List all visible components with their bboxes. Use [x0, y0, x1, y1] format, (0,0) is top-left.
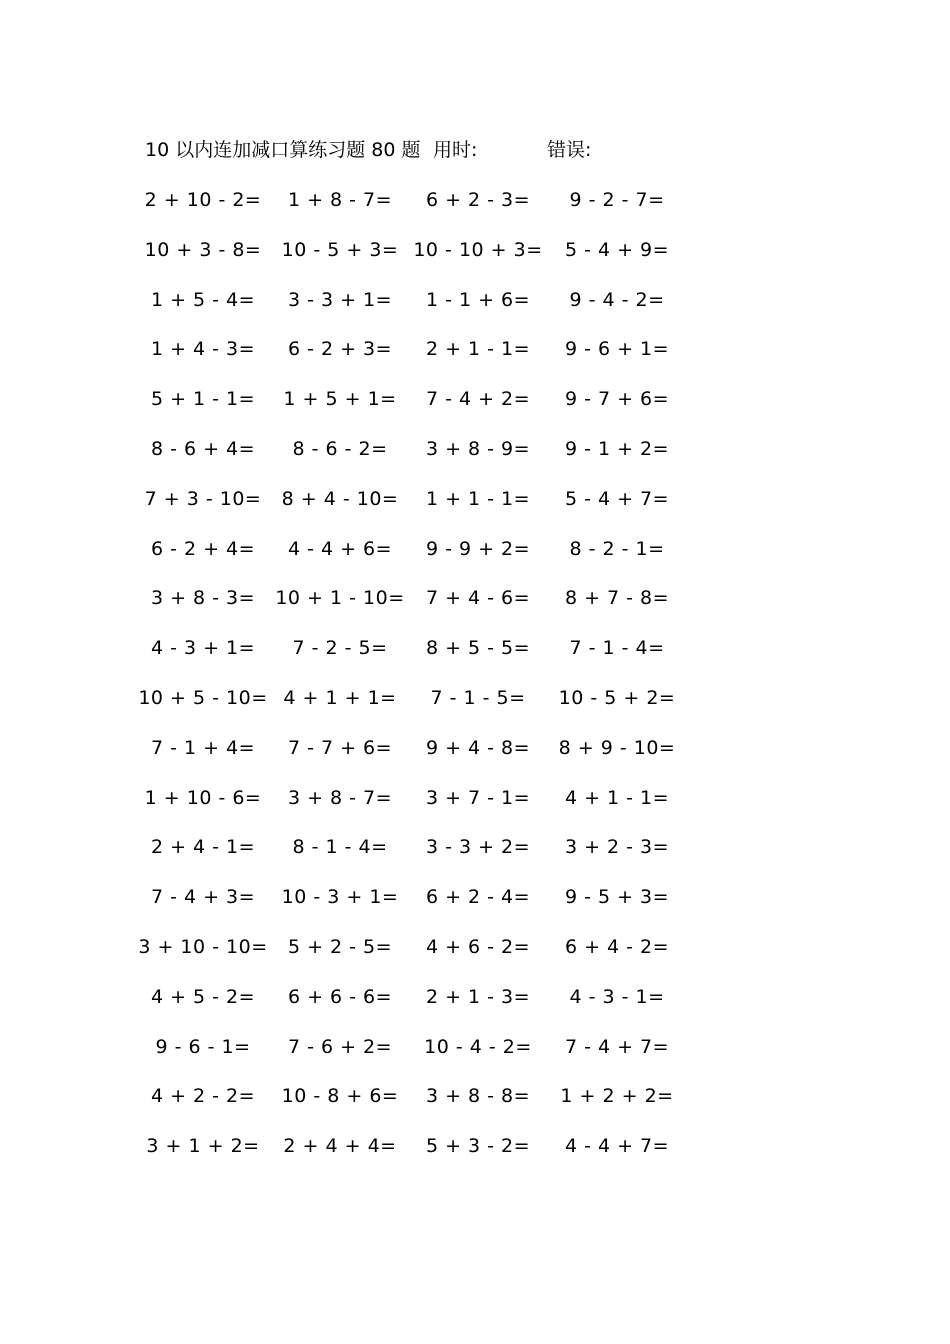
- error-label: 错误:: [547, 139, 592, 161]
- problem-row: [0, 384, 950, 414]
- math-problem: 6 + 2 - 4=: [425, 886, 531, 908]
- math-problem: 3 + 10 - 10=: [138, 936, 268, 958]
- math-problem: 10 + 1 - 10=: [275, 587, 405, 609]
- math-problem: 8 - 6 - 2=: [292, 438, 388, 460]
- math-problem: 7 - 4 + 7=: [564, 1036, 670, 1058]
- math-problem: 4 - 3 + 1=: [150, 637, 256, 659]
- math-problem: 5 - 4 + 9=: [564, 239, 670, 261]
- math-problem: 1 + 1 - 1=: [425, 488, 531, 510]
- worksheet-title: 10 以内连加减口算练习题 80 题: [145, 139, 421, 161]
- math-problem: 10 - 3 + 1=: [281, 886, 399, 908]
- math-problem: 9 - 5 + 3=: [564, 886, 670, 908]
- math-problem: 4 + 6 - 2=: [425, 936, 531, 958]
- math-problem: 7 - 4 + 3=: [150, 886, 256, 908]
- math-problem: 4 + 5 - 2=: [150, 986, 256, 1008]
- math-problem: 4 - 4 + 7=: [564, 1135, 670, 1157]
- math-problem: 7 - 1 - 5=: [430, 687, 526, 709]
- math-problem: 8 + 4 - 10=: [281, 488, 399, 510]
- problem-row: [0, 1032, 950, 1062]
- problem-row: [0, 185, 950, 215]
- math-problem: 5 + 3 - 2=: [425, 1135, 531, 1157]
- math-problem: 7 - 4 + 2=: [425, 388, 531, 410]
- math-problem: 2 + 4 + 4=: [283, 1135, 397, 1157]
- math-problem: 8 - 6 + 4=: [150, 438, 256, 460]
- math-problem: 7 + 3 - 10=: [144, 488, 262, 510]
- math-problem: 3 + 8 - 3=: [150, 587, 256, 609]
- math-problem: 9 - 2 - 7=: [569, 189, 665, 211]
- math-problem: 3 + 8 - 8=: [425, 1085, 531, 1107]
- math-problem: 3 - 3 + 2=: [425, 836, 531, 858]
- math-problem: 9 - 6 - 1=: [155, 1036, 251, 1058]
- math-problem: 10 + 3 - 8=: [144, 239, 262, 261]
- math-problem: 10 - 8 + 6=: [281, 1085, 399, 1107]
- math-problem: 2 + 1 - 1=: [425, 338, 531, 360]
- math-problem: 7 - 1 + 4=: [150, 737, 256, 759]
- problem-row: [0, 783, 950, 813]
- time-label: 用时:: [433, 139, 478, 161]
- problem-row: [0, 882, 950, 912]
- problem-row: [0, 683, 950, 713]
- math-problem: 6 - 2 + 4=: [150, 538, 256, 560]
- math-problem: 5 - 4 + 7=: [564, 488, 670, 510]
- math-problem: 4 - 3 - 1=: [569, 986, 665, 1008]
- math-problem: 1 + 5 + 1=: [283, 388, 397, 410]
- math-problem: 8 + 9 - 10=: [558, 737, 676, 759]
- problem-row: [0, 235, 950, 265]
- math-problem: 1 + 5 - 4=: [150, 289, 256, 311]
- math-problem: 2 + 4 - 1=: [150, 836, 256, 858]
- problem-row: [0, 932, 950, 962]
- math-problem: 7 - 6 + 2=: [287, 1036, 393, 1058]
- math-problem: 10 - 10 + 3=: [413, 239, 543, 261]
- problem-row: [0, 583, 950, 613]
- math-problem: 6 - 2 + 3=: [287, 338, 393, 360]
- math-problem: 3 - 3 + 1=: [287, 289, 393, 311]
- math-problem: 8 + 7 - 8=: [564, 587, 670, 609]
- math-problem: 3 + 1 + 2=: [146, 1135, 260, 1157]
- math-problem: 6 + 2 - 3=: [425, 189, 531, 211]
- math-problem: 8 + 5 - 5=: [425, 637, 531, 659]
- math-problem: 3 + 7 - 1=: [425, 787, 531, 809]
- math-problem: 7 - 2 - 5=: [292, 637, 388, 659]
- math-problem: 4 + 1 - 1=: [564, 787, 670, 809]
- math-problem: 9 - 9 + 2=: [425, 538, 531, 560]
- math-problem: 10 - 5 + 2=: [558, 687, 676, 709]
- math-problem: 7 - 7 + 6=: [287, 737, 393, 759]
- problem-row: [0, 334, 950, 364]
- problem-row: [0, 982, 950, 1012]
- math-problem: 4 - 4 + 6=: [287, 538, 393, 560]
- math-problem: 4 + 1 + 1=: [283, 687, 397, 709]
- worksheet-header: [0, 137, 950, 163]
- math-problem: 8 - 2 - 1=: [569, 538, 665, 560]
- math-problem: 6 + 6 - 6=: [287, 986, 393, 1008]
- math-problem: 7 + 4 - 6=: [425, 587, 531, 609]
- math-problem: 1 + 10 - 6=: [144, 787, 262, 809]
- math-problem: 3 + 8 - 7=: [287, 787, 393, 809]
- math-problem: 5 + 2 - 5=: [287, 936, 393, 958]
- math-problem: 2 + 10 - 2=: [144, 189, 262, 211]
- math-problem: 8 - 1 - 4=: [292, 836, 388, 858]
- math-problem: 3 + 2 - 3=: [564, 836, 670, 858]
- math-problem: 9 - 7 + 6=: [564, 388, 670, 410]
- math-problem: 7 - 1 - 4=: [569, 637, 665, 659]
- problem-row: [0, 534, 950, 564]
- problem-row: [0, 484, 950, 514]
- math-problem: 9 - 6 + 1=: [564, 338, 670, 360]
- math-problem: 1 + 8 - 7=: [287, 189, 393, 211]
- math-problem: 10 - 5 + 3=: [281, 239, 399, 261]
- math-problem: 2 + 1 - 3=: [425, 986, 531, 1008]
- math-problem: 4 + 2 - 2=: [150, 1085, 256, 1107]
- math-problem: 3 + 8 - 9=: [425, 438, 531, 460]
- problem-row: [0, 832, 950, 862]
- math-problem: 10 - 4 - 2=: [424, 1036, 532, 1058]
- problem-row: [0, 1081, 950, 1111]
- math-problem: 1 + 2 + 2=: [560, 1085, 674, 1107]
- problem-row: [0, 633, 950, 663]
- math-problem: 9 - 4 - 2=: [569, 289, 665, 311]
- math-problem: 10 + 5 - 10=: [138, 687, 268, 709]
- math-problem: 9 + 4 - 8=: [425, 737, 531, 759]
- problem-row: [0, 733, 950, 763]
- problem-row: [0, 1131, 950, 1161]
- math-problem: 9 - 1 + 2=: [564, 438, 670, 460]
- math-problem: 1 + 4 - 3=: [150, 338, 256, 360]
- math-problem: 6 + 4 - 2=: [564, 936, 670, 958]
- math-problem: 5 + 1 - 1=: [150, 388, 256, 410]
- problem-row: [0, 434, 950, 464]
- math-problem: 1 - 1 + 6=: [425, 289, 531, 311]
- problem-row: [0, 285, 950, 315]
